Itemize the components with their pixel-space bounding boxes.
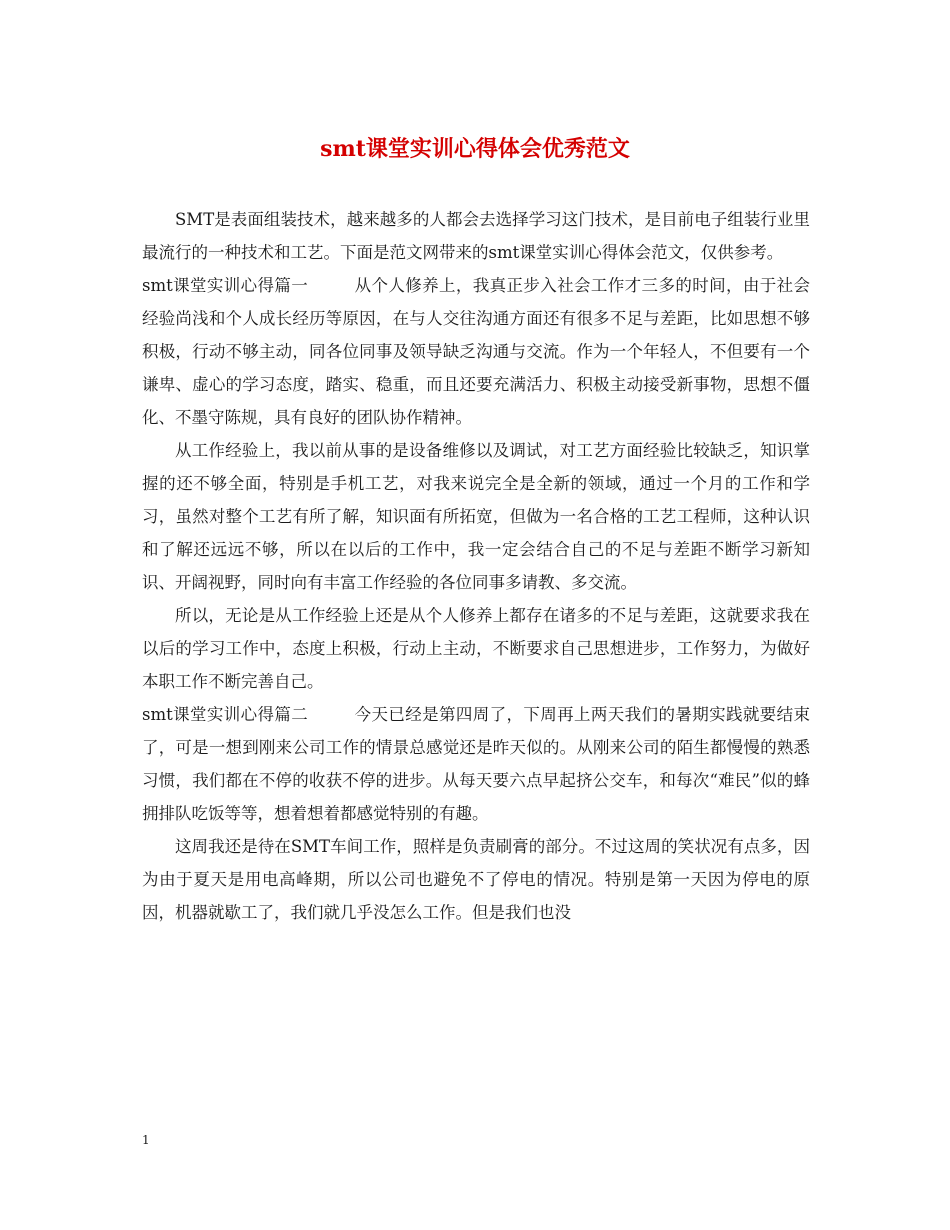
section-one-heading: smt课堂实训心得篇一	[142, 276, 309, 295]
section-two-heading: smt课堂实训心得篇二	[142, 705, 309, 724]
smt-workshop-paragraph: 这周我还是待在SMT车间工作，照样是负责刷膏的部分。不过这周的笑状况有点多，因为由于夏天是用电高峰期，所以公司也避免不了停电的情况。特别是第一天因为停电的原因，机器就歇工了，我们就几乎没怎么工作。但是我们也没	[142, 837, 810, 922]
section-two-text: 今天已经是第四周了，下周再上两天我们的暑期实践就要结束了，可是一想到刚来公司工作的情景总感觉还是昨天似的。从刚来公司的陌生都慢慢的熟悉习惯，我们都在不停的收获不停的进步。从每天要六点早起挤公交车，和每次“难民”似的蜂拥排队吃饭等等，想着想着都感觉特别的有趣。	[142, 705, 810, 823]
section-two-paragraph	[142, 698, 810, 830]
conclusion-paragraph: 所以，无论是从工作经验上还是从个人修养上都存在诸多的不足与差距，这就要求我在以后的学习工作中，态度上积极，行动上主动，不断要求自己思想进步，工作努力，为做好本职工作不断完善自己。	[142, 606, 810, 691]
document-body	[142, 203, 810, 929]
work-experience-paragraph: 从工作经验上，我以前从事的是设备维修以及调试，对工艺方面经验比较缺乏，知识掌握的还不够全面，特别是手机工艺，对我来说完全是全新的领域，通过一个月的工作和学习，虽然对整个工艺有所了解，知识面有所拓宽，但做为一名合格的工艺工程师，这种认识和了解还远远不够，所以在以后的工作中，我一定会结合自己的不足与差距不断学习新知识、开阔视野，同时向有丰富工作经验的各位同事多请教、多交流。	[142, 441, 810, 592]
intro-paragraph: SMT是表面组装技术，越来越多的人都会去选择学习这门技术，是目前电子组装行业里最流行的一种技术和工艺。下面是范文网带来的smt课堂实训心得体会范文，仅供参考。	[142, 210, 810, 262]
section-one-paragraph	[142, 269, 810, 434]
section-one-text: 从个人修养上，我真正步入社会工作才三多的时间，由于社会经验尚浅和个人成长经历等原因，在与人交往沟通方面还有很多不足与差距，比如思想不够积极，行动不够主动，同各位同事及领导缺乏沟通与交流。作为一个年轻人，不但要有一个谦卑、虚心的学习态度，踏实、稳重，而且还要充满活力、积极主动接受新事物，思想不僵化、不墨守陈规，具有良好的团队协作精神。	[142, 276, 810, 427]
page-number: 1	[142, 1133, 150, 1147]
page-title: smt课堂实训心得体会优秀范文	[320, 136, 630, 162]
